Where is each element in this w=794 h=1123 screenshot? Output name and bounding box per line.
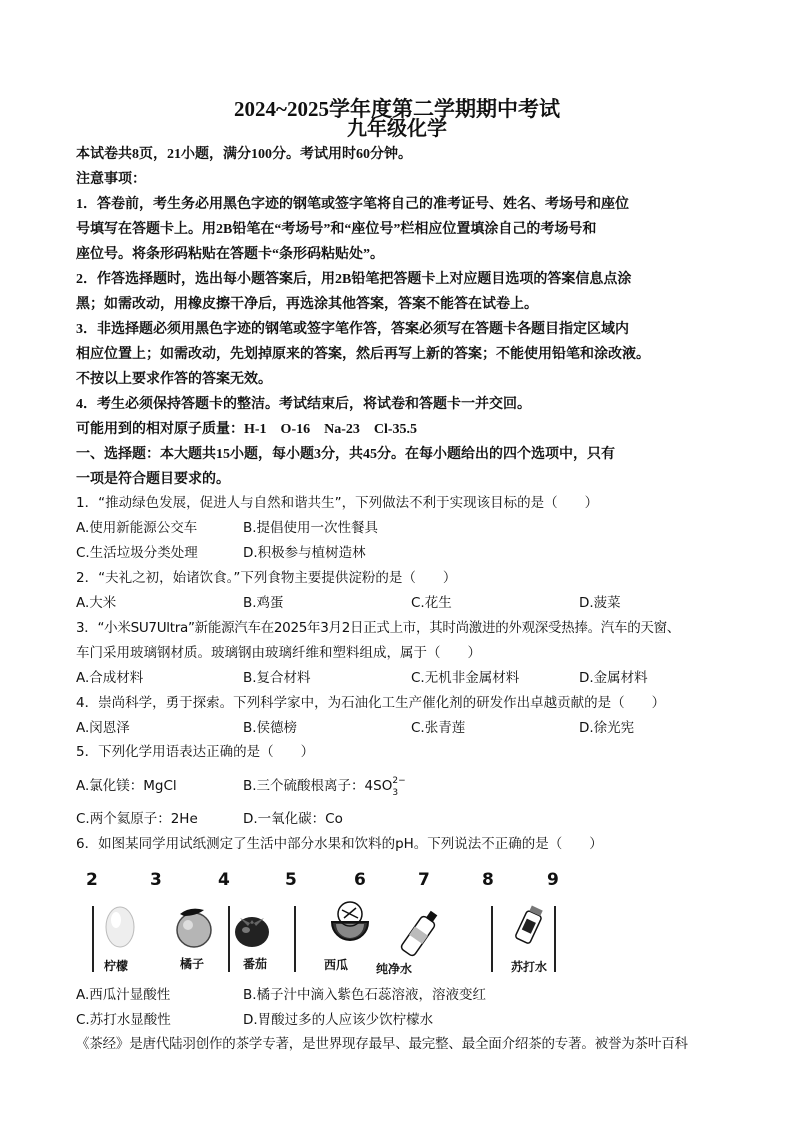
soda-label: 苏打水 [511,960,548,974]
orange-icon [177,909,211,947]
question-3-option-c: C.无机非金属材料 [411,670,520,686]
ph-scale-number: 3 [150,870,162,890]
ph-scale-number: 4 [218,870,230,890]
question-6-option-b: B.橘子汁中滴入紫色石蕊溶液，溶液变红 [243,987,487,1003]
ph-scale-number: 9 [547,870,559,890]
question-5-stem: 5．下列化学用语表达正确的是（ ） [76,744,315,760]
orange-label: 橘子 [180,957,205,971]
note-3-line-1: 3．非选择题必须用黑色字迹的钢笔或签字笔作答，答案必须写在答题卡各题目指定区域内 [76,322,629,337]
question-4-option-d: D.徐光宪 [579,720,635,736]
note-3-line-2: 相应位置上；如需改动，先划掉原来的答案，然后再写上新的答案；不能使用铅笔和涂改液。 [76,347,650,362]
ph-scale-number: 2 [86,870,98,890]
question-5-option-b-text: B.三个硫酸根离子：4SO [243,778,393,794]
exam-title: 2024~2025学年度第二学期期中考试 [234,97,560,121]
note-3-line-3: 不按以上要求作答的答案无效。 [76,372,272,387]
ph-scale-number: 8 [482,870,494,890]
lemon-label: 柠檬 [104,959,129,973]
note-1-line-3: 座位号。将条形码粘贴在答题卡“条形码粘贴处”。 [76,247,384,262]
notes-heading: 注意事项： [76,172,146,187]
question-5-option-c: C.两个氦原子：2He [76,811,198,827]
question-4-option-b: B.侯德榜 [243,720,298,736]
question-6-option-c: C.苏打水显酸性 [76,1012,171,1028]
atomic-mass-line: 可能用到的相对原子质量：H-1 O-16 Na-23 Cl-35.5 [76,422,418,437]
exam-summary: 本试卷共8页，21小题，满分100分。考试用时60分钟。 [76,147,412,162]
question-2-stem: 2．“夫礼之初，始诸饮食。”下列食物主要提供淀粉的是（ ） [76,570,457,586]
watermelon-label: 西瓜 [324,958,349,972]
question-4-option-c: C.张青莲 [411,720,466,736]
sulfate-charge-sup: 2− [392,776,406,786]
question-3-option-b: B.复合材料 [243,670,311,686]
section-1-heading-line-1: 一、选择题：本大题共15小题，每小题3分，共45分。在每小题给出的四个选项中，只有 [76,447,615,462]
question-5-option-a: A.氯化镁：MgCl [76,778,177,794]
question-3-option-a: A.合成材料 [76,670,144,686]
question-5-option-b [243,776,406,798]
note-1-line-1: 1．答卷前，考生务必用黑色字迹的钢笔或签字笔将自己的准考证号、姓名、考场号和座位 [76,197,629,212]
exam-subject-text: 九年级化学 [347,118,447,140]
sulfate-charge-sub: 3 [392,788,399,798]
question-4-option-a: A.闵恩泽 [76,720,130,736]
question-2-option-d: D.菠菜 [579,595,621,611]
question-1-option-b: B.提倡使用一次性餐具 [243,520,379,536]
question-6-option-a: A.西瓜汁显酸性 [76,987,171,1003]
question-1-option-a: A.使用新能源公交车 [76,520,198,536]
question-1-stem: 1．“推动绿色发展，促进人与自然和谐共生”，下列做法不利于实现该目标的是（ ） [76,495,599,511]
ph-scale-number: 7 [418,870,430,890]
tomato-label: 番茄 [243,957,268,971]
water-label: 纯净水 [376,962,413,976]
question-2-option-a: A.大米 [76,595,117,611]
soda-can-icon [515,905,545,944]
note-2-line-1: 2．作答选择题时，选出每小题答案后，用2B铅笔把答题卡上对应题目选项的答案信息点涂 [76,272,632,287]
question-3-option-d: D.金属材料 [579,670,648,686]
note-2-line-2: 黑；如需改动，用橡皮擦干净后，再选涂其他答案，答案不能答在试卷上。 [76,297,538,312]
note-4: 4．考生必须保持答题卡的整洁。考试结束后，将试卷和答题卡一并交回。 [76,397,531,412]
sulfate-charge [392,776,406,798]
question-6-stem: 6．如图某同学用试纸测定了生活中部分水果和饮料的pH。下列说法不正确的是（ ） [76,836,603,852]
water-bottle-icon [400,908,441,956]
question-5-option-d: D.一氧化碳：Co [243,811,343,827]
section-1-heading-line-2: 一项是符合题目要求的。 [76,472,230,487]
note-1-line-2: 号填写在答题卡上。用2B铅笔在“考场号”和“座位号”栏相应位置填涂自己的考场号和 [76,222,597,237]
tomato-icon [235,917,269,947]
exam-subject [0,112,794,141]
question-3-stem-line-2: 车门采用玻璃钢材质。玻璃钢由玻璃纤维和塑料组成，属于（ ） [76,645,481,661]
question-2-option-c: C.花生 [411,595,452,611]
question-1-option-c: C.生活垃圾分类处理 [76,545,198,561]
question-1-option-d: D.积极参与植树造林 [243,545,366,561]
watermelon-icon [332,902,368,940]
ph-scale-number: 5 [285,870,297,890]
question-3-stem-line-1: 3．“小米SU7Ultra”新能源汽车在2025年3月2日正式上市，其时尚激进的外观深受热捧。汽车的天窗、 [76,620,680,636]
question-4-stem: 4．崇尚科学，勇于探索。下列科学家中，为石油化工生产催化剂的研发作出卓越贡献的是（ ） [76,695,666,711]
ph-scale-number: 6 [354,870,366,890]
question-6-option-d: D.胃酸过多的人应该少饮柠檬水 [243,1012,434,1028]
lemon-icon [106,907,134,947]
question-2-option-b: B.鸡蛋 [243,595,284,611]
question-7-intro: 《茶经》是唐代陆羽创作的茶学专著，是世界现存最早、最完整、最全面介绍茶的专著。被誉为茶叶百科 [76,1036,688,1052]
